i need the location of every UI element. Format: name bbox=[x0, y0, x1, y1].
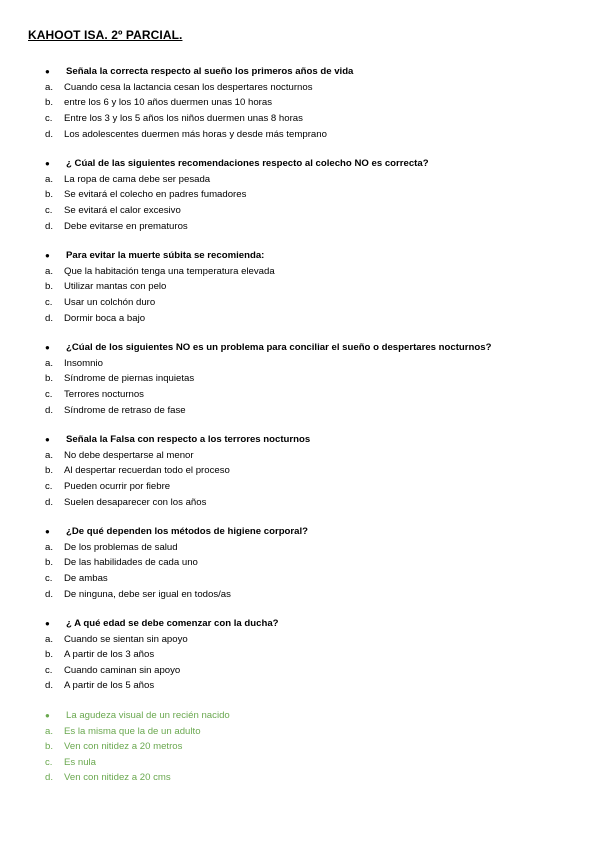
option-text: Síndrome de piernas inquietas bbox=[64, 373, 195, 385]
option-item bbox=[28, 387, 600, 403]
option-text: Al despertar recuerdan todo el proceso bbox=[64, 465, 230, 477]
option-item bbox=[28, 126, 600, 142]
option-letter: a. bbox=[45, 81, 54, 93]
option-text: Es nula bbox=[64, 756, 96, 768]
option-letter: c. bbox=[45, 756, 53, 768]
option-text: Los adolescentes duermen más horas y desde más temprano bbox=[64, 128, 327, 140]
option-text: Cuando caminan sin apoyo bbox=[64, 664, 181, 676]
option-item bbox=[28, 647, 600, 663]
option-letter: b. bbox=[45, 557, 54, 569]
option-letter: b. bbox=[45, 281, 54, 293]
option-text: Cuando cesa la lactancia cesan los despertares nocturnos bbox=[64, 81, 313, 93]
option-letter: b. bbox=[45, 189, 54, 201]
bullet-icon: ● bbox=[45, 343, 50, 353]
option-text: Terrores nocturnos bbox=[64, 388, 144, 400]
option-text: Ven con nitidez a 20 cms bbox=[64, 772, 171, 784]
option-item bbox=[28, 739, 600, 755]
question-text: Para evitar la muerte súbita se recomienda: bbox=[66, 250, 265, 262]
question-line bbox=[28, 340, 600, 356]
option-text: De ninguna, debe ser igual en todos/as bbox=[64, 588, 231, 600]
option-text: Usar un colchón duro bbox=[64, 297, 156, 309]
option-item bbox=[28, 95, 600, 111]
question-text: ¿Cúal de los siguientes NO es un problema para conciliar el sueño o despertares nocturnos? bbox=[66, 342, 492, 354]
bullet-icon: ● bbox=[45, 67, 50, 77]
option-text: A partir de los 3 años bbox=[64, 649, 155, 661]
option-text: Debe evitarse en prematuros bbox=[64, 220, 188, 232]
option-item bbox=[28, 356, 600, 372]
option-letter: c. bbox=[45, 113, 53, 125]
option-letter: d. bbox=[45, 772, 54, 784]
option-text: Pueden ocurrir por fiebre bbox=[64, 480, 171, 492]
option-item bbox=[28, 723, 600, 739]
question-text: ¿ Cúal de las siguientes recomendaciones respecto al colecho NO es correcta? bbox=[66, 158, 429, 170]
option-list bbox=[28, 539, 600, 601]
question-block-highlighted bbox=[28, 708, 600, 786]
option-letter: d. bbox=[45, 496, 54, 508]
bullet-icon: ● bbox=[45, 619, 50, 629]
option-text: Se evitará el colecho en padres fumadores bbox=[64, 189, 247, 201]
option-list bbox=[28, 447, 600, 509]
option-item bbox=[28, 264, 600, 280]
option-item bbox=[28, 310, 600, 326]
option-list bbox=[28, 723, 600, 785]
question-line bbox=[28, 64, 600, 80]
question-block bbox=[28, 432, 600, 510]
option-text: Es la misma que la de un adulto bbox=[64, 725, 201, 737]
question-block bbox=[28, 64, 600, 142]
option-letter: b. bbox=[45, 741, 54, 753]
option-item bbox=[28, 218, 600, 234]
option-letter: d. bbox=[45, 680, 54, 692]
option-letter: a. bbox=[45, 725, 54, 737]
option-item bbox=[28, 663, 600, 679]
option-item bbox=[28, 770, 600, 786]
question-line bbox=[28, 432, 600, 448]
option-text: No debe despertarse al menor bbox=[64, 449, 194, 461]
option-text: Ven con nitidez a 20 metros bbox=[64, 741, 183, 753]
option-letter: c. bbox=[45, 480, 53, 492]
option-text: Dormir boca a bajo bbox=[64, 312, 146, 324]
question-line bbox=[28, 616, 600, 632]
option-item bbox=[28, 463, 600, 479]
option-letter: b. bbox=[45, 649, 54, 661]
question-list bbox=[28, 64, 600, 786]
option-text: Síndrome de retraso de fase bbox=[64, 404, 186, 416]
question-text: Señala la correcta respecto al sueño los primeros años de vida bbox=[66, 66, 354, 78]
option-letter: a. bbox=[45, 633, 54, 645]
option-letter: d. bbox=[45, 220, 54, 232]
question-line bbox=[28, 156, 600, 172]
option-item bbox=[28, 755, 600, 771]
option-letter: d. bbox=[45, 404, 54, 416]
option-text: Se evitará el calor excesivo bbox=[64, 205, 181, 217]
option-letter: a. bbox=[45, 173, 54, 185]
option-letter: b. bbox=[45, 97, 54, 109]
option-text: Insomnio bbox=[64, 357, 103, 369]
option-letter: b. bbox=[45, 465, 54, 477]
option-letter: a. bbox=[45, 357, 54, 369]
bullet-icon: ● bbox=[45, 527, 50, 537]
document-title: KAHOOT ISA. 2º PARCIAL. bbox=[28, 28, 183, 42]
option-letter: c. bbox=[45, 664, 53, 676]
option-item bbox=[28, 539, 600, 555]
option-item bbox=[28, 295, 600, 311]
option-letter: a. bbox=[45, 265, 54, 277]
option-list bbox=[28, 631, 600, 693]
option-text: entre los 6 y los 10 años duermen unas 10 horas bbox=[64, 97, 272, 109]
option-list bbox=[28, 172, 600, 234]
option-item bbox=[28, 371, 600, 387]
option-item bbox=[28, 402, 600, 418]
option-item bbox=[28, 203, 600, 219]
option-item bbox=[28, 187, 600, 203]
option-text: A partir de los 5 años bbox=[64, 680, 155, 692]
option-letter: c. bbox=[45, 297, 53, 309]
option-text: Entre los 3 y los 5 años los niños duermen unas 8 horas bbox=[64, 113, 303, 125]
option-text: Suelen desaparecer con los años bbox=[64, 496, 207, 508]
option-list bbox=[28, 80, 600, 142]
question-block bbox=[28, 524, 600, 602]
option-text: De ambas bbox=[64, 572, 108, 584]
option-letter: c. bbox=[45, 572, 53, 584]
bullet-icon: ● bbox=[45, 159, 50, 169]
option-text: La ropa de cama debe ser pesada bbox=[64, 173, 211, 185]
option-text: De los problemas de salud bbox=[64, 541, 178, 553]
option-item bbox=[28, 571, 600, 587]
option-item bbox=[28, 586, 600, 602]
option-item bbox=[28, 172, 600, 188]
bullet-icon: ● bbox=[45, 435, 50, 445]
question-block bbox=[28, 340, 600, 418]
question-line bbox=[28, 708, 600, 724]
option-item bbox=[28, 631, 600, 647]
option-letter: d. bbox=[45, 128, 54, 140]
option-item bbox=[28, 279, 600, 295]
option-letter: d. bbox=[45, 588, 54, 600]
question-text: ¿ A qué edad se debe comenzar con la ducha? bbox=[66, 618, 279, 630]
question-text: ¿De qué dependen los métodos de higiene corporal? bbox=[66, 526, 309, 538]
option-item bbox=[28, 555, 600, 571]
option-letter: a. bbox=[45, 449, 54, 461]
option-letter: c. bbox=[45, 388, 53, 400]
question-block bbox=[28, 616, 600, 694]
option-item bbox=[28, 447, 600, 463]
option-text: De las habilidades de cada uno bbox=[64, 557, 198, 569]
option-letter: b. bbox=[45, 373, 54, 385]
option-item bbox=[28, 80, 600, 96]
option-letter: a. bbox=[45, 541, 54, 553]
option-letter: d. bbox=[45, 312, 54, 324]
question-line bbox=[28, 248, 600, 264]
option-list bbox=[28, 356, 600, 418]
option-item bbox=[28, 111, 600, 127]
question-block bbox=[28, 156, 600, 234]
bullet-icon: ● bbox=[45, 711, 50, 721]
option-text: Que la habitación tenga una temperatura elevada bbox=[64, 265, 275, 277]
option-item bbox=[28, 479, 600, 495]
option-item bbox=[28, 678, 600, 694]
option-text: Utilizar mantas con pelo bbox=[64, 281, 167, 293]
question-line bbox=[28, 524, 600, 540]
option-list bbox=[28, 264, 600, 326]
option-letter: c. bbox=[45, 205, 53, 217]
bullet-icon: ● bbox=[45, 251, 50, 261]
option-text: Cuando se sientan sin apoyo bbox=[64, 633, 188, 645]
question-block bbox=[28, 248, 600, 326]
question-text: Señala la Falsa con respecto a los terrores nocturnos bbox=[66, 434, 311, 446]
option-item bbox=[28, 494, 600, 510]
question-text: La agudeza visual de un recién nacido bbox=[66, 710, 230, 722]
